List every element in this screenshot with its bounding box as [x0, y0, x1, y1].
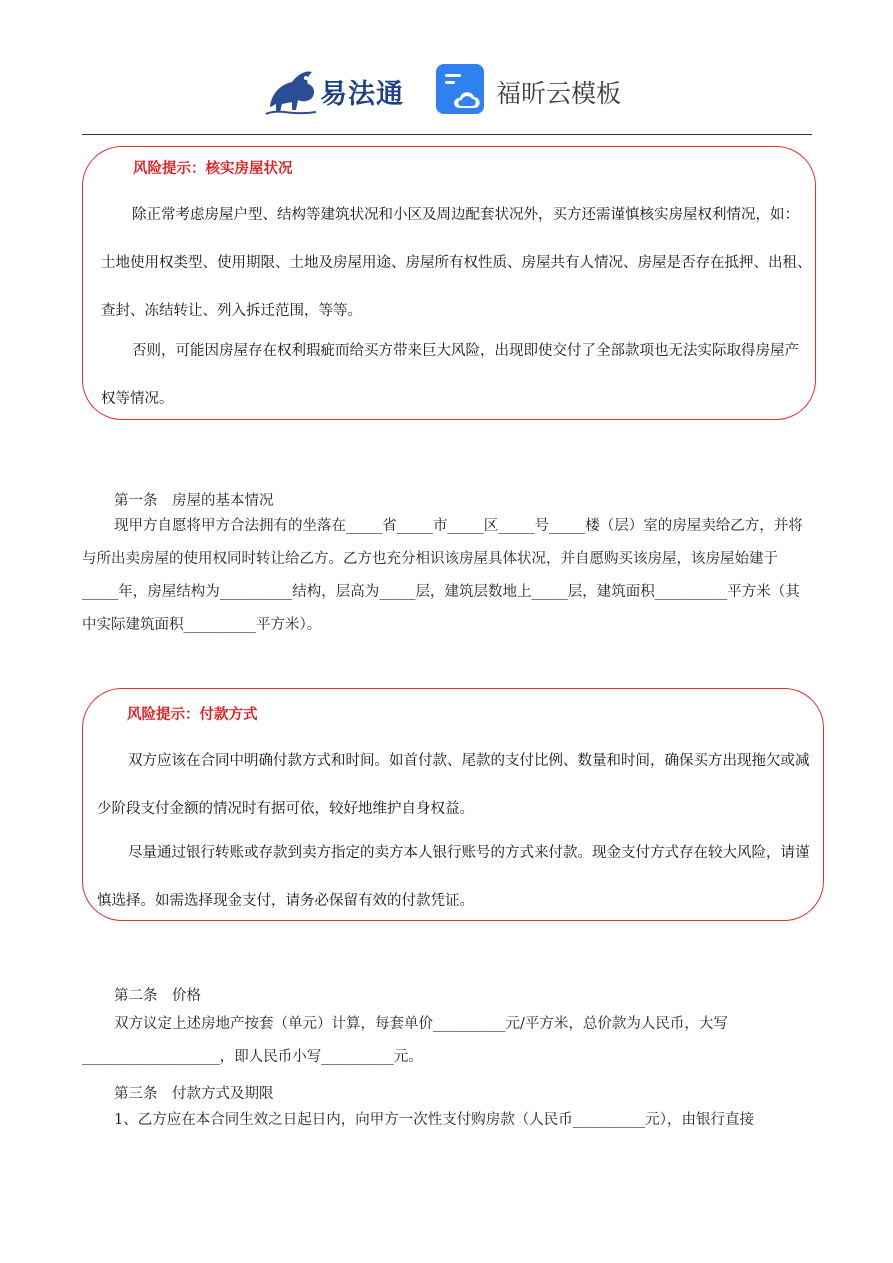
- article-title: 第三条 付款方式及期限: [114, 1086, 274, 1102]
- article-title: 第一条 房屋的基本情况: [114, 493, 274, 509]
- page-header: [0, 56, 893, 126]
- risk-title: 风险提示：核实房屋状况: [133, 161, 293, 177]
- qilin-emblem-icon: [262, 62, 320, 120]
- article-title: 第二条 价格: [114, 988, 201, 1004]
- article-body: 1、乙方应在本合同生效之日起日内，向甲方一次性支付购房款（人民币__________元），由银行直接: [114, 1112, 754, 1128]
- article-body: 现甲方自愿将甲方合法拥有的坐落在_____省_____市_____区_____号_____楼（层）室的房屋卖给乙方，并将与所出卖房屋的使用权同时转让给乙方。乙方也充分相识该房屋具体状况，并自愿购买该房屋，该房屋始建于_____年，房屋结构为__________结构，层高为_____层，建筑层数地上_____层，建筑面积__________平方米（其中实际建筑面积__________平方米）。: [82, 518, 803, 633]
- risk-paragraph: 双方应该在合同中明确付款方式和时间。如首付款、尾款的支付比例、数量和时间，确保买方出现拖欠或减少阶段支付金额的情况时有据可依，较好地维护自身权益。: [97, 753, 810, 817]
- risk-paragraph: 除正常考虑房屋户型、结构等建筑状况和小区及周边配套状况外，买方还需谨慎核实房屋权利情况，如：土地使用权类型、使用期限、土地及房屋用途、房屋所有权性质、房屋共有人情况、房屋是否存在抵押、出租、查封、冻结转让、列入拆迁范围，等等。: [101, 207, 812, 319]
- header-divider: [82, 134, 812, 135]
- risk-box-payment-method: [82, 688, 824, 921]
- article-body: 双方议定上述房地产按套（单元）计算，每套单价__________元/平方米，总价款为人民币，大写___________________，即人民币小写__________元。: [82, 1016, 728, 1065]
- logo2-text: 福昕云模板: [496, 79, 622, 108]
- document-cloud-icon: [436, 64, 488, 116]
- risk-title: 风险提示：付款方式: [127, 707, 258, 723]
- risk-paragraph: 尽量通过银行转账或存款到卖方指定的卖方本人银行账号的方式来付款。现金支付方式存在较大风险，请谨慎选择。如需选择现金支付，请务必保留有效的付款凭证。: [97, 845, 810, 909]
- fuxin-template-logo: [436, 64, 636, 118]
- risk-paragraph: 否则，可能因房屋存在权利瑕疵而给买方带来巨大风险，出现即使交付了全部款项也无法实际取得房屋产权等情况。: [101, 343, 799, 407]
- risk-box-property-status: [82, 146, 816, 420]
- yifatong-logo: [262, 62, 412, 120]
- logo1-text: 易法通: [320, 79, 404, 110]
